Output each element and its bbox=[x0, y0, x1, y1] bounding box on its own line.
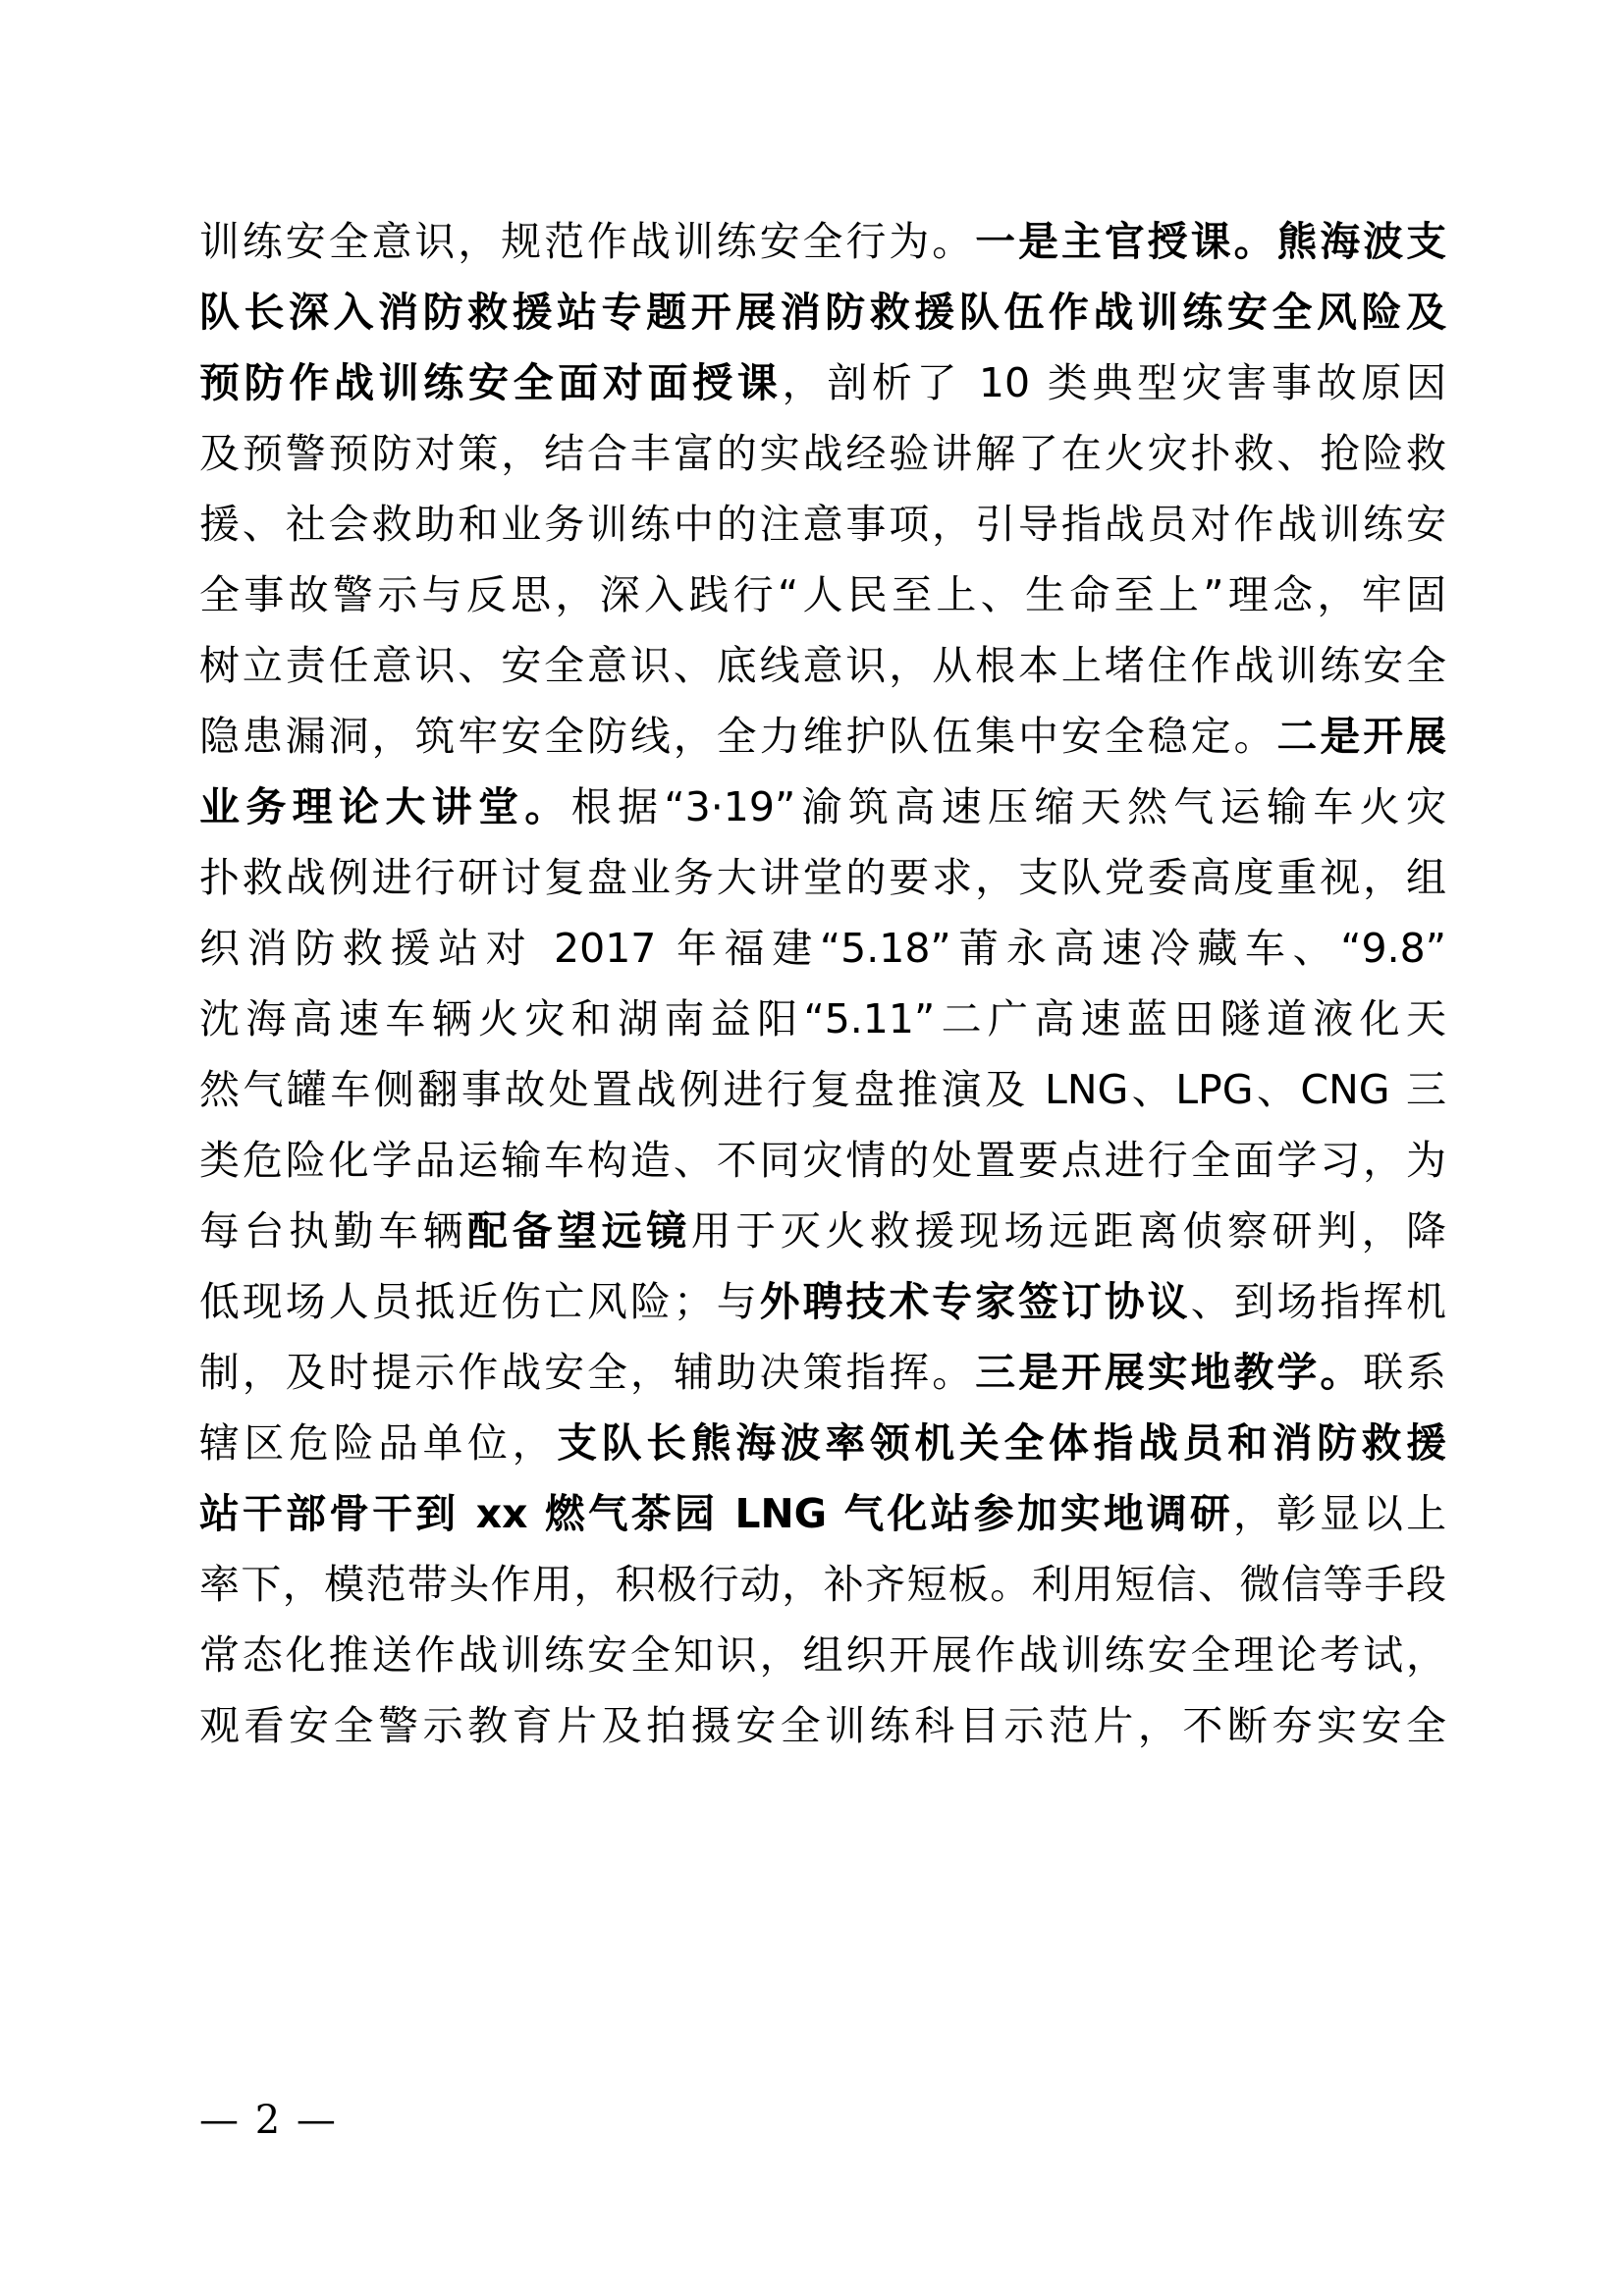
text-line bbox=[199, 206, 1446, 277]
text-line bbox=[199, 1408, 1446, 1478]
text-segment: 用于灭火救援现场远距离侦察研判，降 bbox=[690, 1207, 1446, 1255]
text-line bbox=[199, 418, 1446, 489]
text-segment: 隐患漏洞，筑牢安全防线，全力维护队伍集中安全稳定。 bbox=[199, 713, 1277, 760]
text-line bbox=[199, 1054, 1446, 1125]
text-segment: 类危险化学品运输车构造、不同灾情的处置要点进行全面学习，为 bbox=[199, 1137, 1446, 1184]
text-line bbox=[199, 1196, 1446, 1266]
text-line bbox=[199, 772, 1446, 842]
text-line bbox=[199, 701, 1446, 772]
text-line bbox=[199, 842, 1446, 913]
text-segment: 树立责任意识、安全意识、底线意识，从根本上堵住作战训练安全 bbox=[199, 642, 1446, 689]
text-line bbox=[199, 1478, 1446, 1549]
text-line bbox=[199, 560, 1446, 630]
bold-text-segment: 队长深入消防救援站专题开展消防救援队伍作战训练安全风险及 bbox=[199, 289, 1446, 336]
bold-text-segment: 站干部骨干到 xx 燃气茶园 LNG 气化站参加实地调研 bbox=[199, 1490, 1233, 1537]
page-number: — 2 — bbox=[199, 2098, 338, 2143]
text-segment: 观看安全警示教育片及拍摄安全训练科目示范片，不断夯实安全 bbox=[199, 1702, 1446, 1749]
text-segment: ，彰显以上 bbox=[1233, 1490, 1446, 1537]
text-segment: 援、社会救助和业务训练中的注意事项，引导指战员对作战训练安 bbox=[199, 501, 1446, 548]
text-segment: 辖区危险品单位， bbox=[199, 1419, 558, 1467]
text-segment: 低现场人员抵近伤亡风险；与 bbox=[199, 1278, 760, 1325]
text-line bbox=[199, 347, 1446, 418]
bold-text-segment: 外聘技术专家签订协议 bbox=[759, 1278, 1191, 1325]
text-segment: 训练安全意识，规范作战训练安全行为。 bbox=[199, 218, 976, 265]
bold-text-segment: 一是主官授课。熊海波支 bbox=[975, 218, 1446, 265]
text-segment: 沈海高速车辆火灾和湖南益阳“5.11”二广高速蓝田隧道液化天 bbox=[199, 995, 1446, 1042]
text-segment: 扑救战例进行研讨复盘业务大讲堂的要求，支队党委高度重视，组 bbox=[199, 854, 1446, 901]
text-line bbox=[199, 277, 1446, 347]
text-segment: 率下，模范带头作用，积极行动，补齐短板。利用短信、微信等手段 bbox=[199, 1561, 1446, 1608]
text-segment: 织消防救援站对 2017 年福建“5.18”莆永高速冷藏车、“9.8” bbox=[199, 925, 1446, 972]
text-segment: 根据“3·19”渝筑高速压缩天然气运输车火灾 bbox=[570, 783, 1446, 830]
text-line bbox=[199, 630, 1446, 701]
text-segment: 每台执勤车辆 bbox=[199, 1207, 468, 1255]
text-segment: 全事故警示与反思，深入践行“人民至上、生命至上”理念，牢固 bbox=[199, 571, 1446, 618]
bold-text-segment: 配备望远镜 bbox=[467, 1207, 691, 1255]
body-paragraph bbox=[199, 206, 1446, 1761]
text-line bbox=[199, 984, 1446, 1054]
text-segment: 然气罐车侧翻事故处置战例进行复盘推演及 LNG、LPG、CNG 三 bbox=[199, 1066, 1446, 1113]
text-line bbox=[199, 913, 1446, 984]
bold-text-segment: 业务理论大讲堂。 bbox=[199, 783, 571, 830]
text-segment: 制，及时提示作战安全，辅助决策指挥。 bbox=[199, 1349, 976, 1396]
bold-text-segment: 三是开展实地教学。 bbox=[975, 1349, 1364, 1396]
text-line bbox=[199, 1125, 1446, 1196]
bold-text-segment: 支队长熊海波率领机关全体指战员和消防救援 bbox=[557, 1419, 1446, 1467]
text-line bbox=[199, 1549, 1446, 1620]
text-line bbox=[199, 1337, 1446, 1408]
text-segment: 联系 bbox=[1363, 1349, 1446, 1396]
text-segment: 、到场指挥机 bbox=[1190, 1278, 1446, 1325]
text-segment: 常态化推送作战训练安全知识，组织开展作战训练安全理论考试， bbox=[199, 1631, 1446, 1679]
text-line bbox=[199, 1620, 1446, 1690]
text-line bbox=[199, 489, 1446, 560]
text-line bbox=[199, 1266, 1446, 1337]
bold-text-segment: 预防作战训练安全面对面授课 bbox=[199, 359, 783, 406]
bold-text-segment: 二是开展 bbox=[1276, 713, 1446, 760]
text-segment: 及预警预防对策，结合丰富的实战经验讲解了在火灾扑救、抢险救 bbox=[199, 430, 1446, 477]
text-segment: ，剖析了 10 类典型灾害事故原因 bbox=[782, 359, 1446, 406]
text-line bbox=[199, 1690, 1446, 1761]
